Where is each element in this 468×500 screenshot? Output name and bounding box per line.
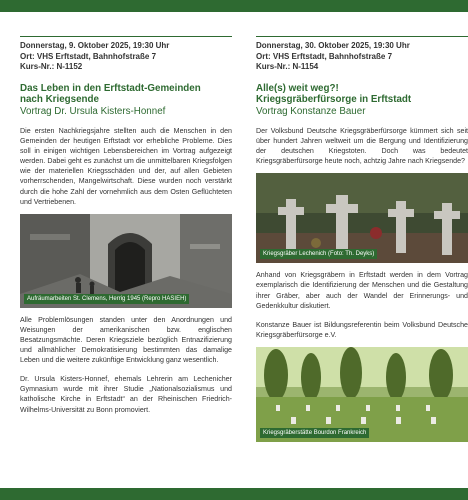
right-speaker: Vortrag Konstanze Bauer [256,105,366,117]
right-paragraph-3: Konstanze Bauer ist Bildungsreferentin beim Volksbund Deutsche Kriegsgräberfürsorge e.V. [256,320,468,339]
right-date: Donnerstag, 30. Oktober 2025, 19:30 Uhr [256,41,410,50]
right-photo2-caption: Kriegsgräberstätte Bourdon Frankreich [260,428,369,438]
right-paragraph-1: Der Volksbund Deutsche Kriegsgräberfürsorge kümmert sich seit über hundert Jahren weltweit um die Bergung und Identifizierung der deutschen Kriegstoten. Doch was bedeutet Kriegsgräberfürsorge heute noch, achtzig Jahre nach Kriegsende? [256,127,468,166]
right-location: Ort: VHS Erftstadt, Bahnhofstraße 7 [256,51,393,61]
left-column [20,36,232,415]
left-date: Donnerstag, 9. Oktober 2025, 19:30 Uhr [20,41,170,50]
left-title-line2: nach Kriegsende [20,94,99,105]
left-speaker: Vortrag Dr. Ursula Kisters-Honnef [20,105,166,117]
left-photo-caption: Aufräumarbeiten St. Clemens, Herrig 1945 (Repro HASIEH) [24,294,189,304]
right-title-line1: Alle(s) weit weg?! [256,82,339,94]
left-paragraph-1: Die ersten Nachkriegsjahre stellten auch die Menschen in den Gemeinden der heutigen Erftstadt vor erhebliche Probleme. Dies soll in einigen wichtigen Lebensbereichen im Vortrag aufgezeigt werden. Dabei geht es zunächst um die unmittelbaren Kriegsfolgen wie der materiellen Kriegsschäden und der, auf allen Gebieten vorherrschenden, Mangelwirtschaft. Diese wurden noch verstärkt durch die hohe Zahl der vornehmlich aus dem Osten Geflüchteten und Vertriebenen. [20,127,232,206]
bottom-green-bar [0,488,468,500]
top-green-bar [0,0,468,12]
right-photo-graves-lechenich [256,173,468,263]
right-paragraph-2: Anhand von Kriegsgräbern in Erftstadt werden in dem Vortrag exemplarisch die Identifizierung der Menschen und die Gestaltung ihrer Gräber, aber auch der Wandel der Erinnerungs- und Gedenkkultur diskutiert. [256,271,468,310]
right-photo1-caption: Kriegsgräber Lechenich (Foto: Th. Deyks) [260,249,377,259]
right-photo-bourdon [256,347,468,442]
right-course-number: Kurs-Nr.: N-1154 [256,62,319,71]
left-title-line1: Das Leben in den Erftstadt-Gemeinden [20,82,201,94]
right-column [256,36,468,442]
left-location: Ort: VHS Erftstadt, Bahnhofstraße 7 [20,51,157,61]
right-top-rule [256,36,468,37]
left-paragraph-2: Alle Problemlösungen standen unter den Anordnungen und Weisungen der amerikanischen bzw. englischen Besatzungsmächte. Deren Kriegsziele bezüglich Entnazifizierung und allmählicher Demokratisierung bestimmten das damalige Leben und die weitere zukünftige Entwicklung ganz wesentlich. [20,315,232,365]
left-paragraph-3: Dr. Ursula Kisters-Honnef, ehemals Lehrerin am Lechenicher Gymnasium wurde mit ihrer Studie „Nationalsozialismus und katholische Kirche in Erftstadt“ an der Rheinischen Friedrich-Wilhelms-Universität zu Bonn promoviert. [20,375,232,414]
right-title-line2: Kriegsgräberfürsorge in Erftstadt [256,94,412,105]
left-top-rule [20,36,232,37]
left-course-number: Kurs-Nr.: N-1152 [20,62,83,71]
left-photo-cleanup [20,214,232,308]
